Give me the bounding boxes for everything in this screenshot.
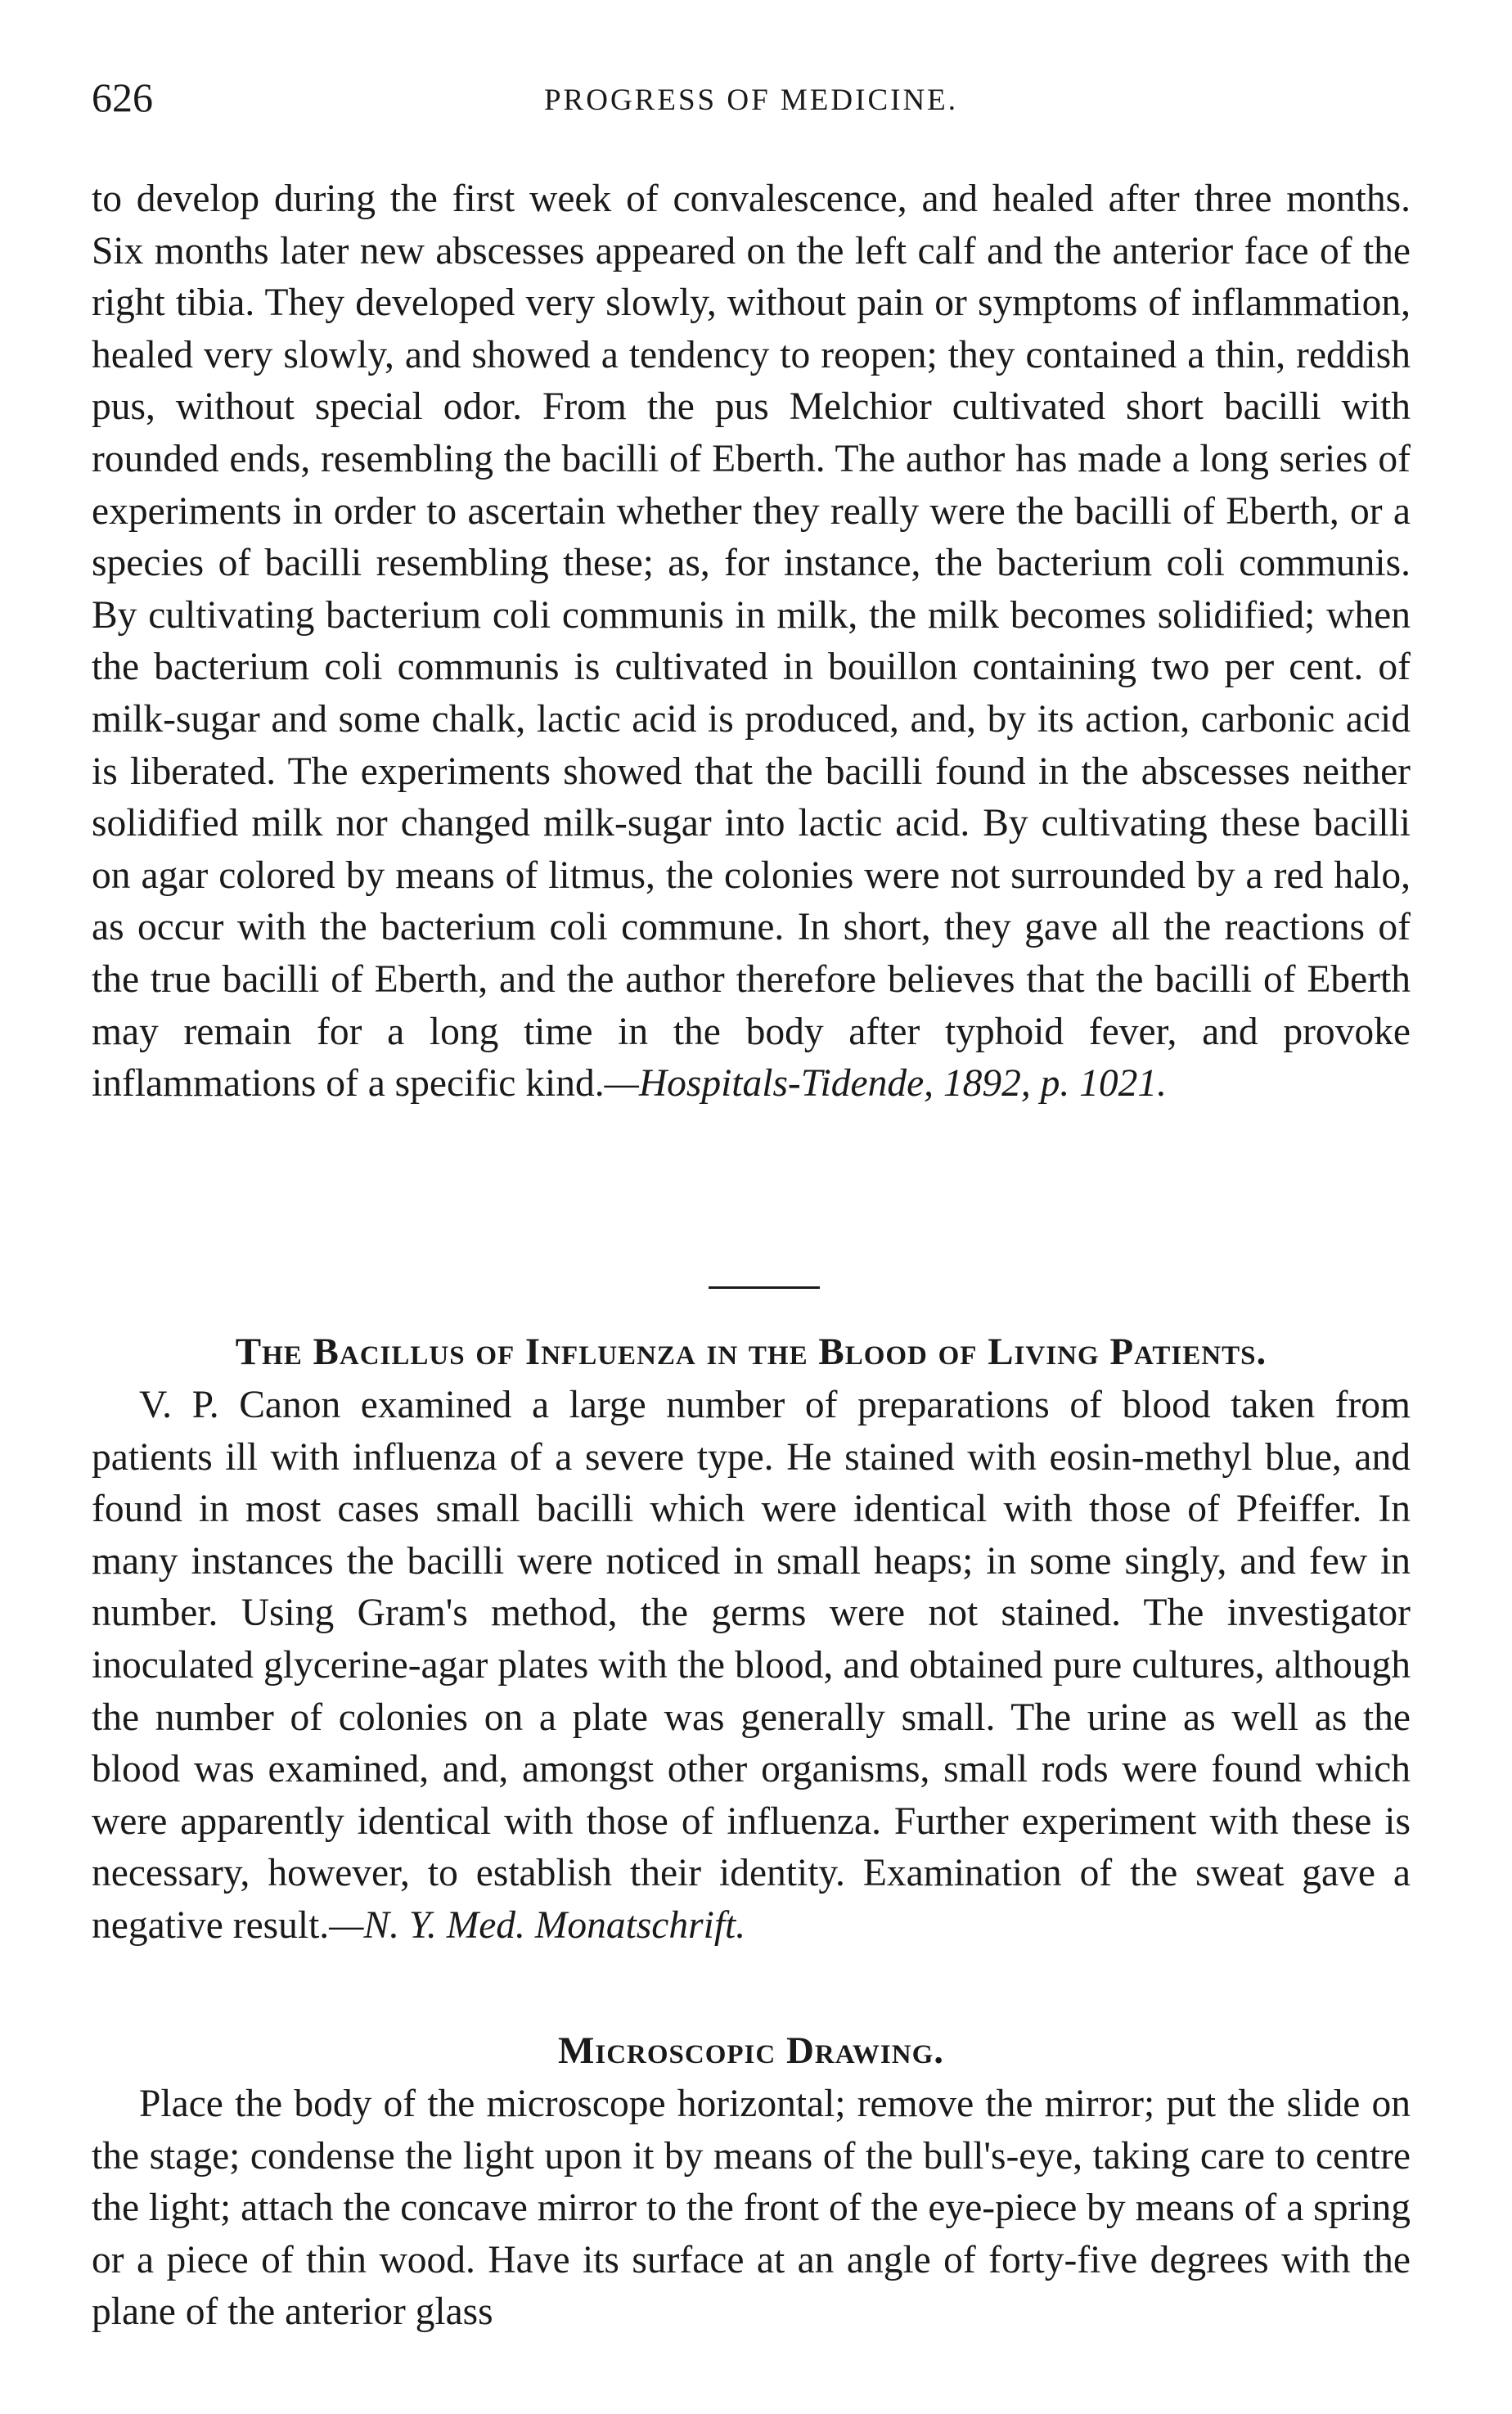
section-influenza [92, 1380, 1411, 1952]
section-heading-microscopic-drawing: Microscopic Drawing. [557, 2029, 944, 2072]
paragraph-text: Place the body of the microscope horizontal; remove the mirror; put the slide on the stage; condense the light upon it by means of the bull's-eye, taking care to centre the light; attach the concave mirror to the front of the eye-piece by means of a spring or a piece of thin wood. Have its surface at an angle of forty-five degrees with the plane of the anterior glass [92, 2083, 1411, 2334]
source-citation: —N. Y. Med. Monatschrift. [329, 1903, 746, 1947]
running-title: PROGRESS OF MEDICINE. [543, 83, 959, 117]
section-divider [709, 1286, 820, 1289]
document-page [92, 0, 1411, 2414]
section-heading-influenza: The Bacillus of Influenza in the Blood of Living Patients. [235, 1331, 1267, 1373]
body-paragraph [92, 173, 1411, 1110]
paragraph-text: to develop during the first week of convalescence, and healed after three months. Six months later new abscesses appeared on the left calf and the anterior face of the right tibia. They developed very slowly, without pain or symptoms of inflammation, healed very slowly, and showed a tendency to reopen; they contained a thin, reddish pus, without special odor. From the pus Melchior cultivated short bacilli with rounded ends, resembling the bacilli of Eberth. The author has made a long series of experiments in order to ascertain whether they really were the bacilli of Eberth, or a species of bacilli resembling these; as, for instance, the bacterium coli communis. By cultivating bacterium coli communis in milk, the milk becomes solidified; when the bacterium coli communis is cultivated in bouillon containing two per cent. of milk-sugar and some chalk, lactic acid is produced, and, by its action, carbonic acid is liberated. The experiments showed that the bacilli found in the abscesses neither solidified milk nor changed milk-sugar into lactic acid. By cultivating these bacilli on agar colored by means of litmus, the colonies were not surrounded by a red halo, as occur with the bacterium coli commune. In short, they gave all the reactions of the true bacilli of Eberth, and the author therefore believes that the bacilli of Eberth may remain for a long time in the body after typhoid fever, and provoke inflammations of a specific kind. [92, 178, 1411, 1106]
source-citation: —Hospitals-Tidende, 1892, p. 1021. [604, 1062, 1168, 1106]
section-microscopic-drawing [92, 2078, 1411, 2339]
section-abscess-continuation [92, 173, 1411, 1110]
page-number: 626 [92, 74, 153, 120]
running-head [92, 69, 1411, 126]
body-paragraph [92, 1380, 1411, 1952]
paragraph-text: V. P. Canon examined a large number of preparations of blood taken from patients ill with influenza of a severe type. He stained with eosin-methyl blue, and found in most cases small bacilli which were identical with those of Pfeiffer. In many instances the bacilli were noticed in small heaps; in some singly, and few in number. Using Gram's method, the germs were not stained. The investigator inoculated glycerine-agar plates with the blood, and obtained pure cultures, although the number of colonies on a plate was generally small. The urine as well as the blood was examined, and, amongst other organisms, small rods were found which were apparently identical with those of influenza. Further experiment with these is necessary, however, to establish their identity. Examination of the sweat gave a negative result. [92, 1384, 1411, 1947]
body-paragraph [92, 2078, 1411, 2339]
